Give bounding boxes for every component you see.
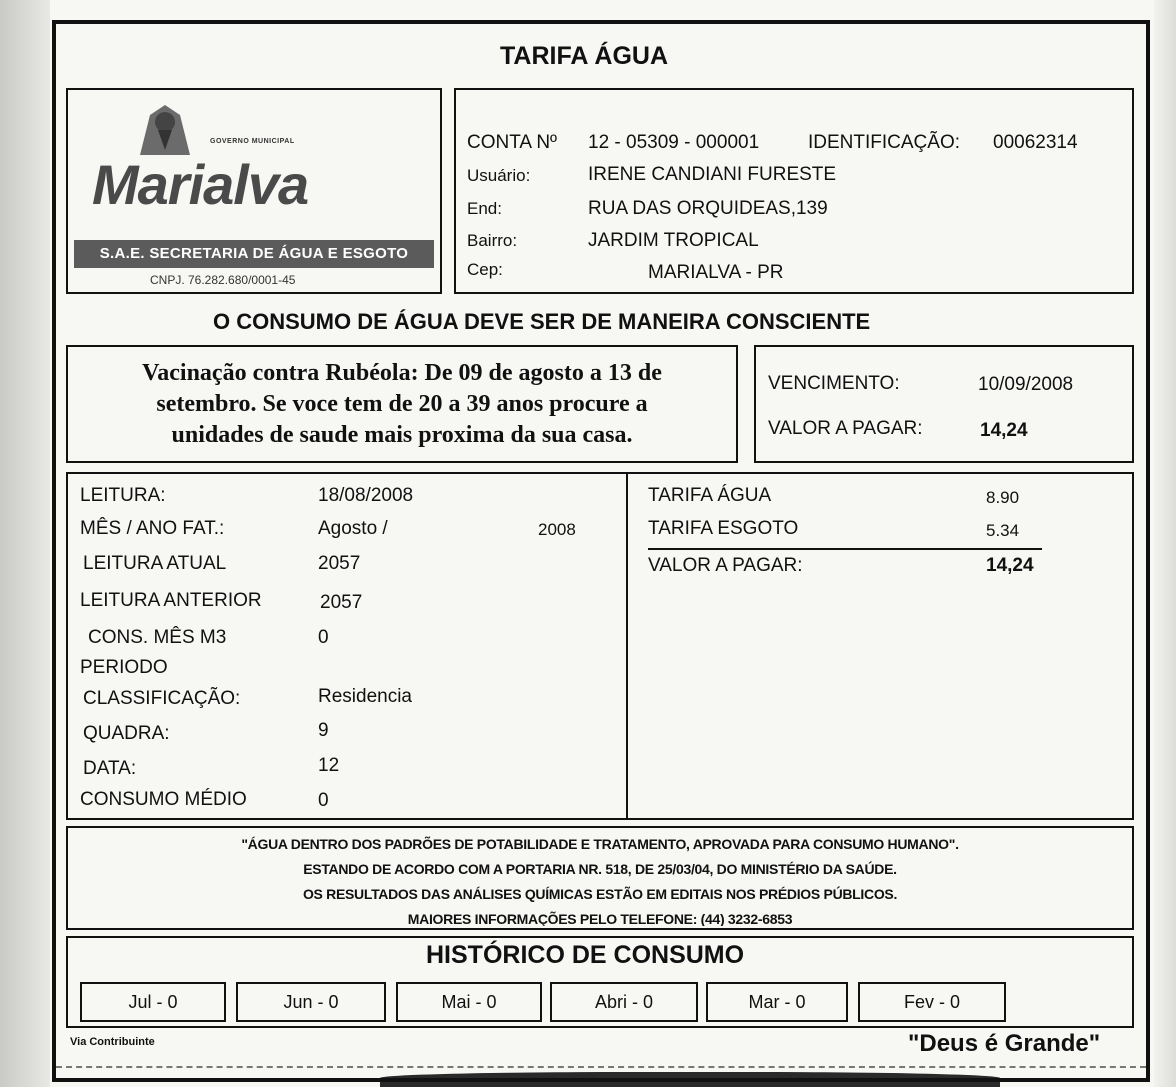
consumo-medio-value: 0	[318, 790, 329, 811]
identificacao-value: 00062314	[993, 132, 1078, 153]
periodo-label: PERIODO	[80, 657, 168, 678]
logo-cnpj: CNPJ. 76.282.680/0001-45	[150, 273, 296, 287]
due-box	[754, 345, 1134, 463]
ano-value: 2008	[538, 520, 576, 539]
vaccination-message	[66, 358, 738, 451]
conta-label: CONTA Nº	[467, 132, 557, 153]
usuario-label: Usuário:	[467, 166, 531, 185]
identificacao-label: IDENTIFICAÇÃO:	[808, 132, 961, 153]
notice-line: ESTANDO DE ACORDO COM A PORTARIA NR. 518, DE 25/03/04, DO MINISTÉRIO DA SAÚDE.	[303, 861, 897, 877]
total-value: 14,24	[986, 555, 1034, 576]
account-box	[454, 88, 1134, 294]
cep-label: Cep:	[467, 260, 503, 279]
bairro-value: JARDIM TROPICAL	[588, 230, 759, 251]
total-rule	[648, 548, 1042, 550]
consumo-medio-label: CONSUMO MÉDIO	[80, 789, 247, 810]
cep-value: MARIALVA - PR	[648, 262, 784, 283]
vencimento-value: 10/09/2008	[978, 374, 1074, 395]
perforation-line	[56, 1066, 1146, 1068]
mes-value: Agosto /	[318, 518, 388, 539]
logo-city-name: Marialva	[92, 153, 309, 216]
history-month: Jul - 0	[80, 982, 226, 1022]
leitura-atual-label: LEITURA ATUAL	[83, 553, 227, 574]
quadra-label: QUADRA:	[83, 723, 170, 744]
quadra-value: 9	[318, 720, 329, 741]
logo-agency-band: S.A.E. SECRETARIA DE ÁGUA E ESGOTO	[74, 240, 434, 268]
history-month: Abri - 0	[550, 982, 698, 1022]
history-month: Mai - 0	[396, 982, 542, 1022]
history-month: Jun - 0	[236, 982, 386, 1022]
notice-line: "ÁGUA DENTRO DOS PADRÕES DE POTABILIDADE E TRATAMENTO, APROVADA PARA CONSUMO HUMANO".	[241, 836, 959, 852]
leitura-value: 18/08/2008	[318, 485, 414, 506]
classificacao-value: Residencia	[318, 686, 412, 707]
tarifa-agua-value: 8.90	[986, 488, 1020, 507]
conta-value: 12 - 05309 - 000001	[588, 132, 760, 153]
consumption-banner: O CONSUMO DE ÁGUA DEVE SER DE MANEIRA CONSCIENTE	[213, 309, 871, 334]
scan-right-edge	[1154, 0, 1176, 1087]
footer-motto: "Deus é Grande"	[908, 1030, 1101, 1057]
details-divider	[626, 472, 628, 820]
valor-pagar-label: VALOR A PAGAR:	[768, 418, 923, 439]
message-line: unidades de saude mais proxima da sua casa.	[171, 422, 633, 448]
leitura-atual-value: 2057	[318, 553, 361, 574]
data-label: DATA:	[83, 758, 137, 779]
message-line: setembro. Se voce tem de 20 a 39 anos procure a	[156, 391, 648, 417]
scan-left-edge	[0, 0, 50, 1087]
tarifa-esgoto-label: TARIFA ESGOTO	[648, 518, 799, 539]
consumo-mes-label: CONS. MÊS M3	[88, 627, 227, 648]
message-line: Vacinação contra Rubéola: De 09 de agosto a 13 de	[142, 360, 662, 386]
history-month: Fev - 0	[858, 982, 1006, 1022]
bairro-label: Bairro:	[467, 231, 518, 250]
usuario-value: IRENE CANDIANI FURESTE	[588, 164, 837, 185]
endereco-value: RUA DAS ORQUIDEAS,139	[588, 198, 828, 219]
mes-ano-label: MÊS / ANO FAT.:	[80, 518, 225, 539]
consumo-mes-value: 0	[318, 627, 329, 648]
city-emblem-icon	[130, 100, 200, 160]
total-label: VALOR A PAGAR:	[648, 555, 803, 576]
history-title: HISTÓRICO DE CONSUMO	[426, 941, 745, 969]
data-value: 12	[318, 755, 340, 776]
via-contribuinte: Via Contribuinte	[70, 1036, 155, 1048]
vencimento-label: VENCIMENTO:	[768, 373, 900, 394]
notice-line: MAIORES INFORMAÇÕES PELO TELEFONE: (44) 3232-6853	[407, 911, 793, 926]
bill-title: TARIFA ÁGUA	[500, 42, 669, 70]
valor-pagar-value: 14,24	[980, 420, 1028, 441]
tarifa-agua-label: TARIFA ÁGUA	[648, 485, 772, 506]
history-month: Mar - 0	[706, 982, 848, 1022]
tarifa-esgoto-value: 5.34	[986, 521, 1020, 540]
notice-line: OS RESULTADOS DAS ANÁLISES QUÍMICAS ESTÃO EM EDITAIS NOS PRÉDIOS PÚBLICOS.	[302, 886, 898, 902]
logo-gov-label: GOVERNO MUNICIPAL	[210, 138, 295, 145]
classificacao-label: CLASSIFICAÇÃO:	[83, 688, 241, 709]
leitura-anterior-label: LEITURA ANTERIOR	[80, 590, 262, 611]
leitura-anterior-value: 2057	[320, 592, 363, 613]
leitura-label: LEITURA:	[80, 485, 166, 506]
endereco-label: End:	[467, 199, 502, 218]
